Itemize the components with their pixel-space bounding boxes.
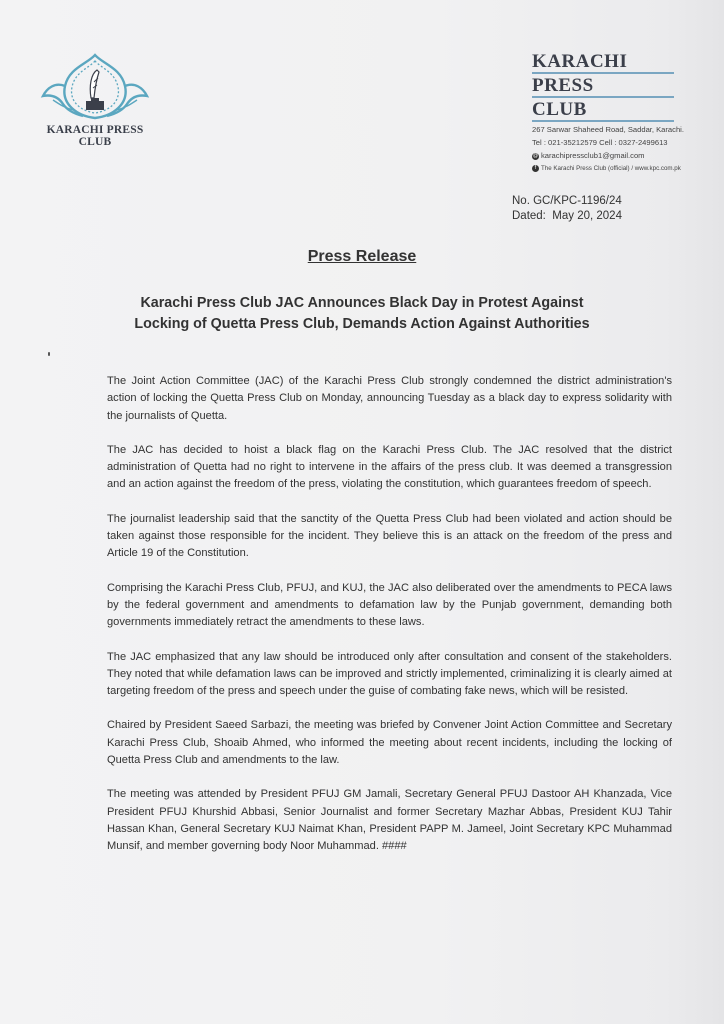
phone: Tel : 021-35212579 Cell : 0327-2499613 xyxy=(532,138,668,147)
paragraph: The Joint Action Committee (JAC) of the Karachi Press Club strongly condemned the district administration's action of locking the Quetta Press Club on Monday, announcing Tuesday as a black day to express solidarity with the journalists of Quetta. xyxy=(107,375,672,422)
paragraph: The journalist leadership said that the sanctity of the Quetta Press Club had been violated and action should be taken against those responsible for the incident. They believe this is an attack on the freedom of the press and Article 19 of the Constitution. xyxy=(107,512,672,560)
masthead-line-1: KARACHI xyxy=(532,52,674,74)
address: 267 Sarwar Shaheed Road, Saddar, Karachi. xyxy=(532,125,684,134)
scan-mark xyxy=(48,352,50,356)
logo-caption: KARACHI PRESS CLUB xyxy=(46,124,144,148)
date-label: Dated: xyxy=(512,210,546,222)
social: The Karachi Press Club (official) / www.kpc.com.pk xyxy=(541,165,681,172)
paragraph: The meeting was attended by President PFUJ GM Jamali, Secretary General PFUJ Dastoor AH Khanzada, Vice President PFUJ Khurshid Abbasi, Senior Journalist and former Secretary Mazhar Abbas, President KUJ Tahir Hassan Khan, General Secretary KUJ Naimat Khan, President PAPP M. Jameel, Joint Secretary KPC Muhammad Munsif, and member governing body Noor Muhammad. #### xyxy=(107,788,672,853)
paragraph: The JAC has decided to hoist a black flag on the Karachi Press Club. The JAC resolved that the district administration of Quetta had no right to intervene in the affairs of the press club. It was deemed a transgression and an action against the freedom of the press, violating the constitution, which guarantees freedom of speech. xyxy=(107,443,672,491)
email: karachipressclub1@gmail.com xyxy=(541,151,645,160)
quill-inkpot-logo-icon xyxy=(39,52,151,122)
document-title: Press Release xyxy=(307,248,417,265)
kpc-logo xyxy=(36,52,154,148)
date-row xyxy=(512,209,622,224)
press-release-body xyxy=(107,373,672,873)
headline-line-2: Locking of Quetta Press Club, Demands Action Against Authorities xyxy=(134,316,590,332)
masthead-line-2: PRESS xyxy=(532,76,674,98)
headline xyxy=(80,293,644,335)
masthead xyxy=(532,52,682,174)
email-row xyxy=(532,150,682,161)
masthead-line-3: CLUB xyxy=(532,100,674,122)
reference-number: GC/KPC-1196/24 xyxy=(533,195,622,207)
paragraph: Comprising the Karachi Press Club, PFUJ, and KUJ, the JAC also deliberated over the amendments to PECA laws by the federal government and amendments to defamation law by the Punjab government, demanding both governments immediately retract the amendments to these laws. xyxy=(107,581,672,629)
date: May 20, 2024 xyxy=(552,210,622,222)
facebook-icon: f xyxy=(532,165,539,172)
paragraph: Chaired by President Saeed Sarbazi, the meeting was briefed by Convener Joint Action Committee and Secretary Karachi Press Club, Shoaib Ahmed, who informed the meeting about recent incidents, including the locking of Quetta Press Club and amendments to the law. xyxy=(107,719,672,767)
social-row xyxy=(532,163,682,174)
headline-line-1: Karachi Press Club JAC Announces Black Day in Protest Against xyxy=(140,295,584,311)
reference-block xyxy=(512,194,622,224)
email-icon: @ xyxy=(532,152,539,159)
paragraph: The JAC emphasized that any law should be introduced only after consultation and consent of the stakeholders. They noted that while defamation laws can be improved and strictly implemented, criminalizing it is clearly aimed at targeting freedom of the press and speech under the guise of combating fake news, which will be resisted. xyxy=(107,650,672,698)
reference-number-label: No. xyxy=(512,195,530,207)
reference-number-row xyxy=(512,194,622,209)
